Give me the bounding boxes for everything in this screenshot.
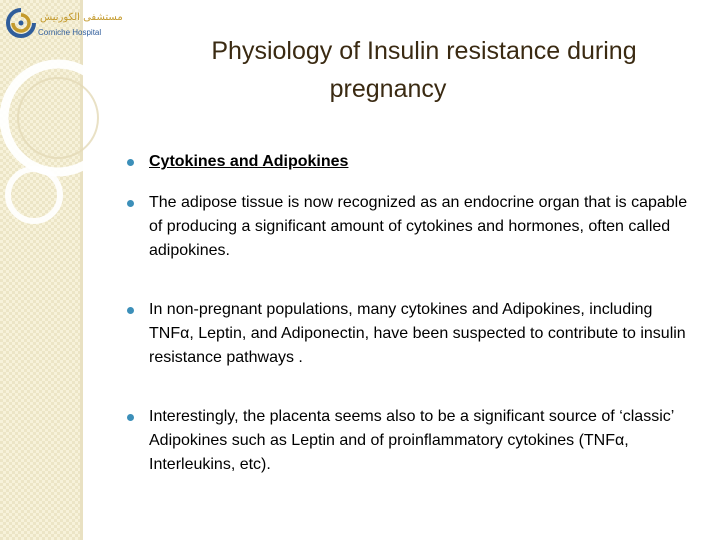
bullet-dot-icon — [127, 307, 134, 314]
logo-english-text: Corniche Hospital — [38, 28, 102, 37]
bullet-dot-icon — [127, 200, 134, 207]
slide-title-line-2: pregnancy — [329, 75, 447, 103]
decorative-ring-large — [4, 64, 112, 172]
decorative-rings — [0, 0, 120, 540]
decorative-ring-inner — [18, 78, 98, 158]
bullet-item-heading — [124, 150, 698, 174]
bullet-dot-icon — [127, 159, 134, 166]
bullet-text: The adipose tissue is now recognized as an endocrine organ that is capable of producing a significant amount of cytokines and hormones, often called adipokines. — [149, 194, 688, 259]
slide-title — [120, 32, 700, 108]
hospital-logo — [4, 6, 123, 48]
decorative-ring-small — [8, 169, 60, 221]
bullet-item — [124, 298, 698, 370]
hospital-logo-icon — [4, 6, 38, 46]
bullet-text: In non-pregnant populations, many cytokines and Adipokines, including TNFα, Leptin, and Adiponectin, have been suspected to contribute to insulin resistance pathways . — [149, 301, 686, 366]
bullet-list — [124, 150, 698, 477]
bullet-dot-icon — [127, 414, 134, 421]
logo-arabic-text: مستشفى الكورنيش — [40, 12, 123, 23]
slide-title-line-1: Physiology of Insulin resistance during — [211, 37, 637, 65]
bullet-text: Interestingly, the placenta seems also to be a significant source of ‘classic’ Adipokines such as Leptin and of proinflammatory cytokines (TNFα, Interleukins, etc). — [149, 408, 674, 473]
bullet-item — [124, 191, 698, 263]
bullet-item — [124, 405, 698, 477]
bullet-text: Cytokines and Adipokines — [149, 153, 349, 170]
